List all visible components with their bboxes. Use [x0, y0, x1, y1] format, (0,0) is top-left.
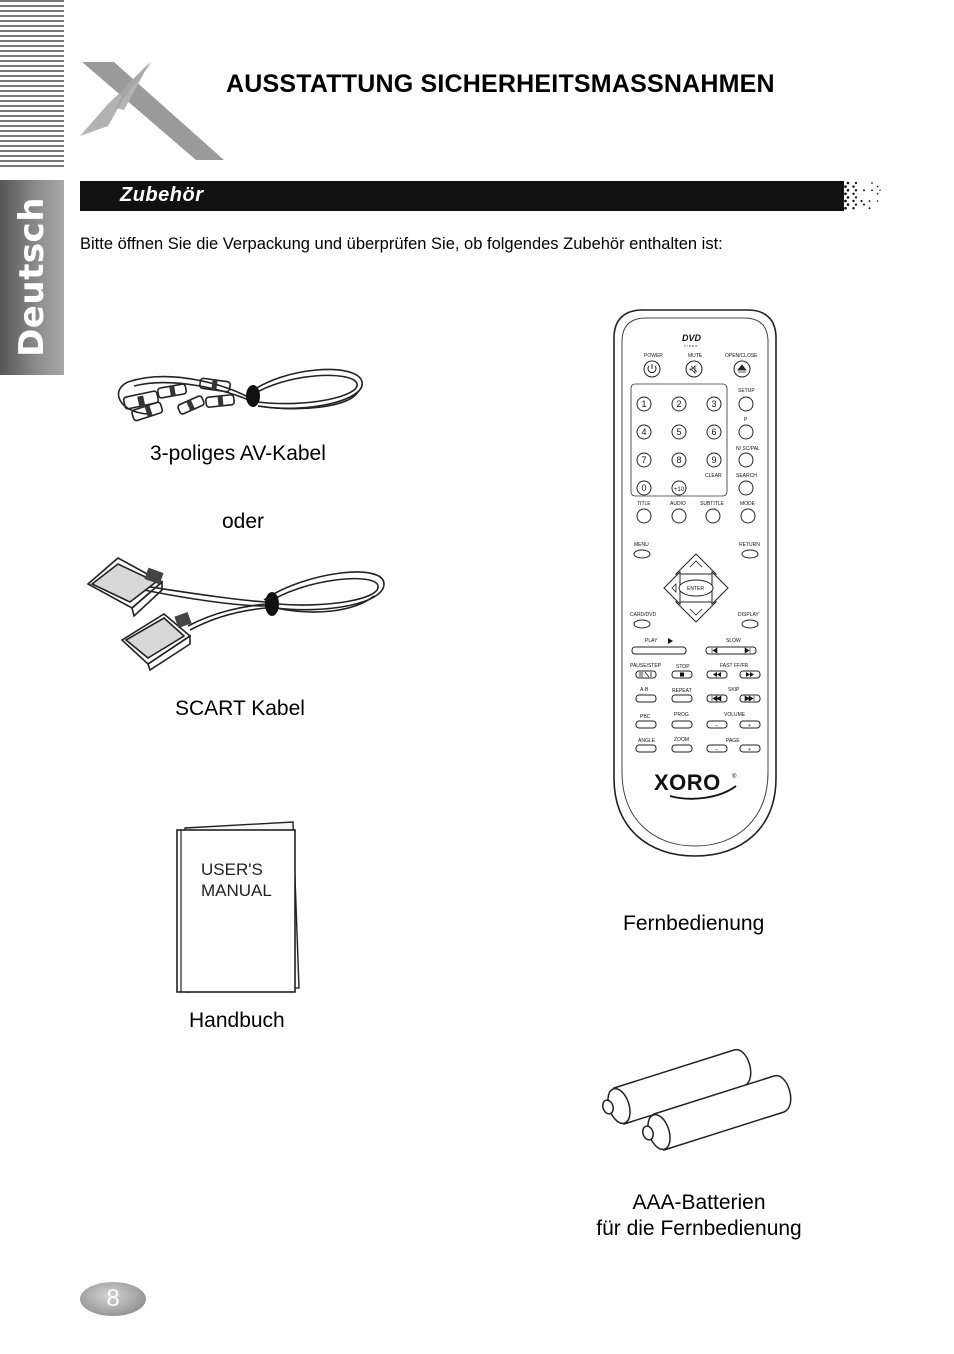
audio-button	[672, 509, 686, 523]
bar-dot	[839, 196, 842, 199]
registered-mark: ®	[732, 774, 737, 780]
title-label: TITLE	[637, 501, 651, 507]
prog-button	[672, 721, 692, 728]
bar-dot	[877, 186, 879, 188]
bar-dot	[844, 185, 847, 188]
remote-control-illustration	[612, 308, 778, 862]
digit-label: 9	[711, 455, 717, 465]
pause-step-label: PAUSE/STEP	[630, 663, 662, 669]
angle-button	[636, 745, 656, 752]
power-label: POWER	[644, 353, 663, 359]
search-button	[739, 481, 753, 495]
av-cable-illustration	[108, 360, 370, 432]
remote-caption: Fernbedienung	[623, 912, 765, 935]
title-button	[637, 509, 651, 523]
video-logo: VIDEO	[684, 344, 699, 348]
bar-dot	[863, 189, 865, 191]
manual-cover-line2: MANUAL	[201, 881, 272, 900]
fast-label: FAST	[720, 663, 733, 669]
language-tab	[0, 180, 64, 375]
enter-label: ENTER	[687, 586, 704, 592]
bar-dot	[869, 207, 871, 209]
bar-dot	[855, 203, 857, 205]
prog-label: PROG	[674, 712, 689, 718]
page-label: PAGE	[726, 738, 740, 744]
mode-label: MODE	[740, 501, 755, 507]
menu-label: MENU	[634, 542, 649, 548]
section-header-bar	[80, 181, 844, 211]
bar-dot	[847, 189, 850, 192]
bar-dot	[852, 193, 854, 195]
bar-dot	[852, 207, 854, 209]
pause-step-button	[636, 671, 656, 678]
ff-fr-label: FF/FR	[734, 663, 749, 669]
bar-dot	[844, 207, 847, 210]
header-stripes	[0, 0, 64, 168]
digit-label: 7	[641, 455, 647, 465]
digit-label: 0	[641, 483, 647, 493]
intro-text: Bitte öffnen Sie die Verpackung und überprüfen Sie, ob folgendes Zubehör enthalten ist:	[80, 235, 723, 253]
zoom-button	[672, 745, 692, 752]
display-button	[742, 620, 758, 628]
angle-label: ANGLE	[638, 738, 655, 744]
xoro-brand: XORO	[654, 770, 721, 795]
skip-label: SKIP	[728, 687, 740, 693]
repeat-button	[672, 695, 692, 702]
bar-dot	[855, 196, 857, 198]
batteries-illustration	[598, 1046, 798, 1158]
batteries-caption-line1: AAA-Batterien	[632, 1191, 766, 1214]
stop-label: STOP	[676, 664, 690, 670]
section-title: Zubehör	[120, 184, 204, 206]
ab-button	[636, 695, 656, 702]
p-button	[739, 425, 753, 439]
p-label: P	[744, 417, 748, 423]
av-cable-caption: 3-poliges AV-Kabel	[150, 442, 326, 465]
menu-button	[634, 550, 650, 558]
or-caption: oder	[222, 510, 265, 533]
bar-dot	[855, 189, 857, 191]
digit-label: 5	[676, 427, 682, 437]
digit-label: 3	[711, 399, 717, 409]
digit-label: 1	[641, 399, 647, 409]
search-label: SEARCH	[736, 473, 757, 479]
clear-label: CLEAR	[705, 473, 722, 479]
dvd-logo: DVD	[682, 333, 702, 343]
ab-label: A-B	[640, 687, 649, 693]
bar-dot	[863, 204, 865, 206]
open-close-label: OPEN/CLOSE	[725, 353, 758, 359]
bar-dot	[877, 193, 879, 195]
subtitle-button	[706, 509, 720, 523]
manual-cover-line1: USER'S	[201, 860, 263, 879]
volume-label: VOLUME	[724, 712, 746, 718]
bar-dot	[844, 192, 847, 195]
manual-caption: Handbuch	[189, 1009, 285, 1032]
page-minus: −	[715, 747, 718, 753]
bar-dot	[877, 200, 879, 202]
nsc-pal-button	[739, 453, 753, 467]
bar-dot	[871, 189, 873, 191]
volume-plus: +	[748, 723, 751, 729]
return-button	[742, 550, 758, 558]
bar-dot	[852, 200, 854, 202]
setup-button	[739, 397, 753, 411]
digit-label: 6	[711, 427, 717, 437]
card-dvd-button	[634, 620, 650, 628]
display-label: DISPLAY	[738, 612, 759, 618]
bar-dot	[879, 189, 880, 190]
mute-label: MUTE	[688, 353, 703, 359]
scart-cable-illustration	[84, 556, 388, 674]
page-plus: +	[748, 747, 751, 753]
bar-dot	[844, 200, 847, 203]
return-label: RETURN	[739, 542, 760, 548]
bar-dot	[855, 182, 857, 184]
bar-dot	[839, 189, 842, 192]
repeat-label: REPEAT	[672, 688, 692, 694]
bar-dot	[852, 185, 854, 187]
digit-label: 4	[641, 427, 647, 437]
play-button	[632, 647, 686, 654]
users-manual-illustration	[175, 820, 305, 996]
digit-label: +10	[673, 487, 685, 493]
bar-dot	[869, 200, 871, 202]
volume-minus: −	[715, 723, 718, 729]
scart-caption: SCART Kabel	[175, 697, 305, 720]
digit-label: 2	[676, 399, 682, 409]
slow-label: SLOW	[726, 638, 741, 644]
nsc-pal-label: N/ SC/PAL	[736, 446, 760, 452]
bar-dot	[871, 182, 873, 184]
page-number: 8	[80, 1282, 146, 1316]
audio-label: AUDIO	[670, 501, 686, 507]
bar-dot	[847, 203, 850, 206]
pbc-button	[636, 721, 656, 728]
setup-label: SETUP	[738, 388, 755, 394]
bar-dot	[860, 200, 862, 202]
section-bar-dots	[838, 181, 882, 211]
bar-dot	[847, 182, 850, 185]
mode-button	[741, 509, 755, 523]
xoro-x-logo-icon	[78, 58, 228, 164]
zoom-label: ZOOM	[674, 737, 689, 743]
batteries-caption-line2: für die Fernbedienung	[596, 1217, 802, 1240]
language-tab-label: Deutsch	[12, 197, 52, 357]
play-label: PLAY	[645, 638, 658, 644]
digit-label: 8	[676, 455, 682, 465]
bar-dot	[839, 203, 842, 206]
bar-dot	[847, 196, 850, 199]
stop-icon	[680, 673, 684, 677]
bar-dot	[839, 182, 842, 185]
card-dvd-label: CARD/DVD	[630, 612, 657, 618]
page-title: AUSSTATTUNG SICHERHEITSMASSNAHMEN	[226, 70, 775, 98]
subtitle-label: SUBTITLE	[700, 501, 724, 507]
batteries-caption	[586, 1190, 812, 1242]
pbc-label: PBC	[640, 714, 651, 720]
